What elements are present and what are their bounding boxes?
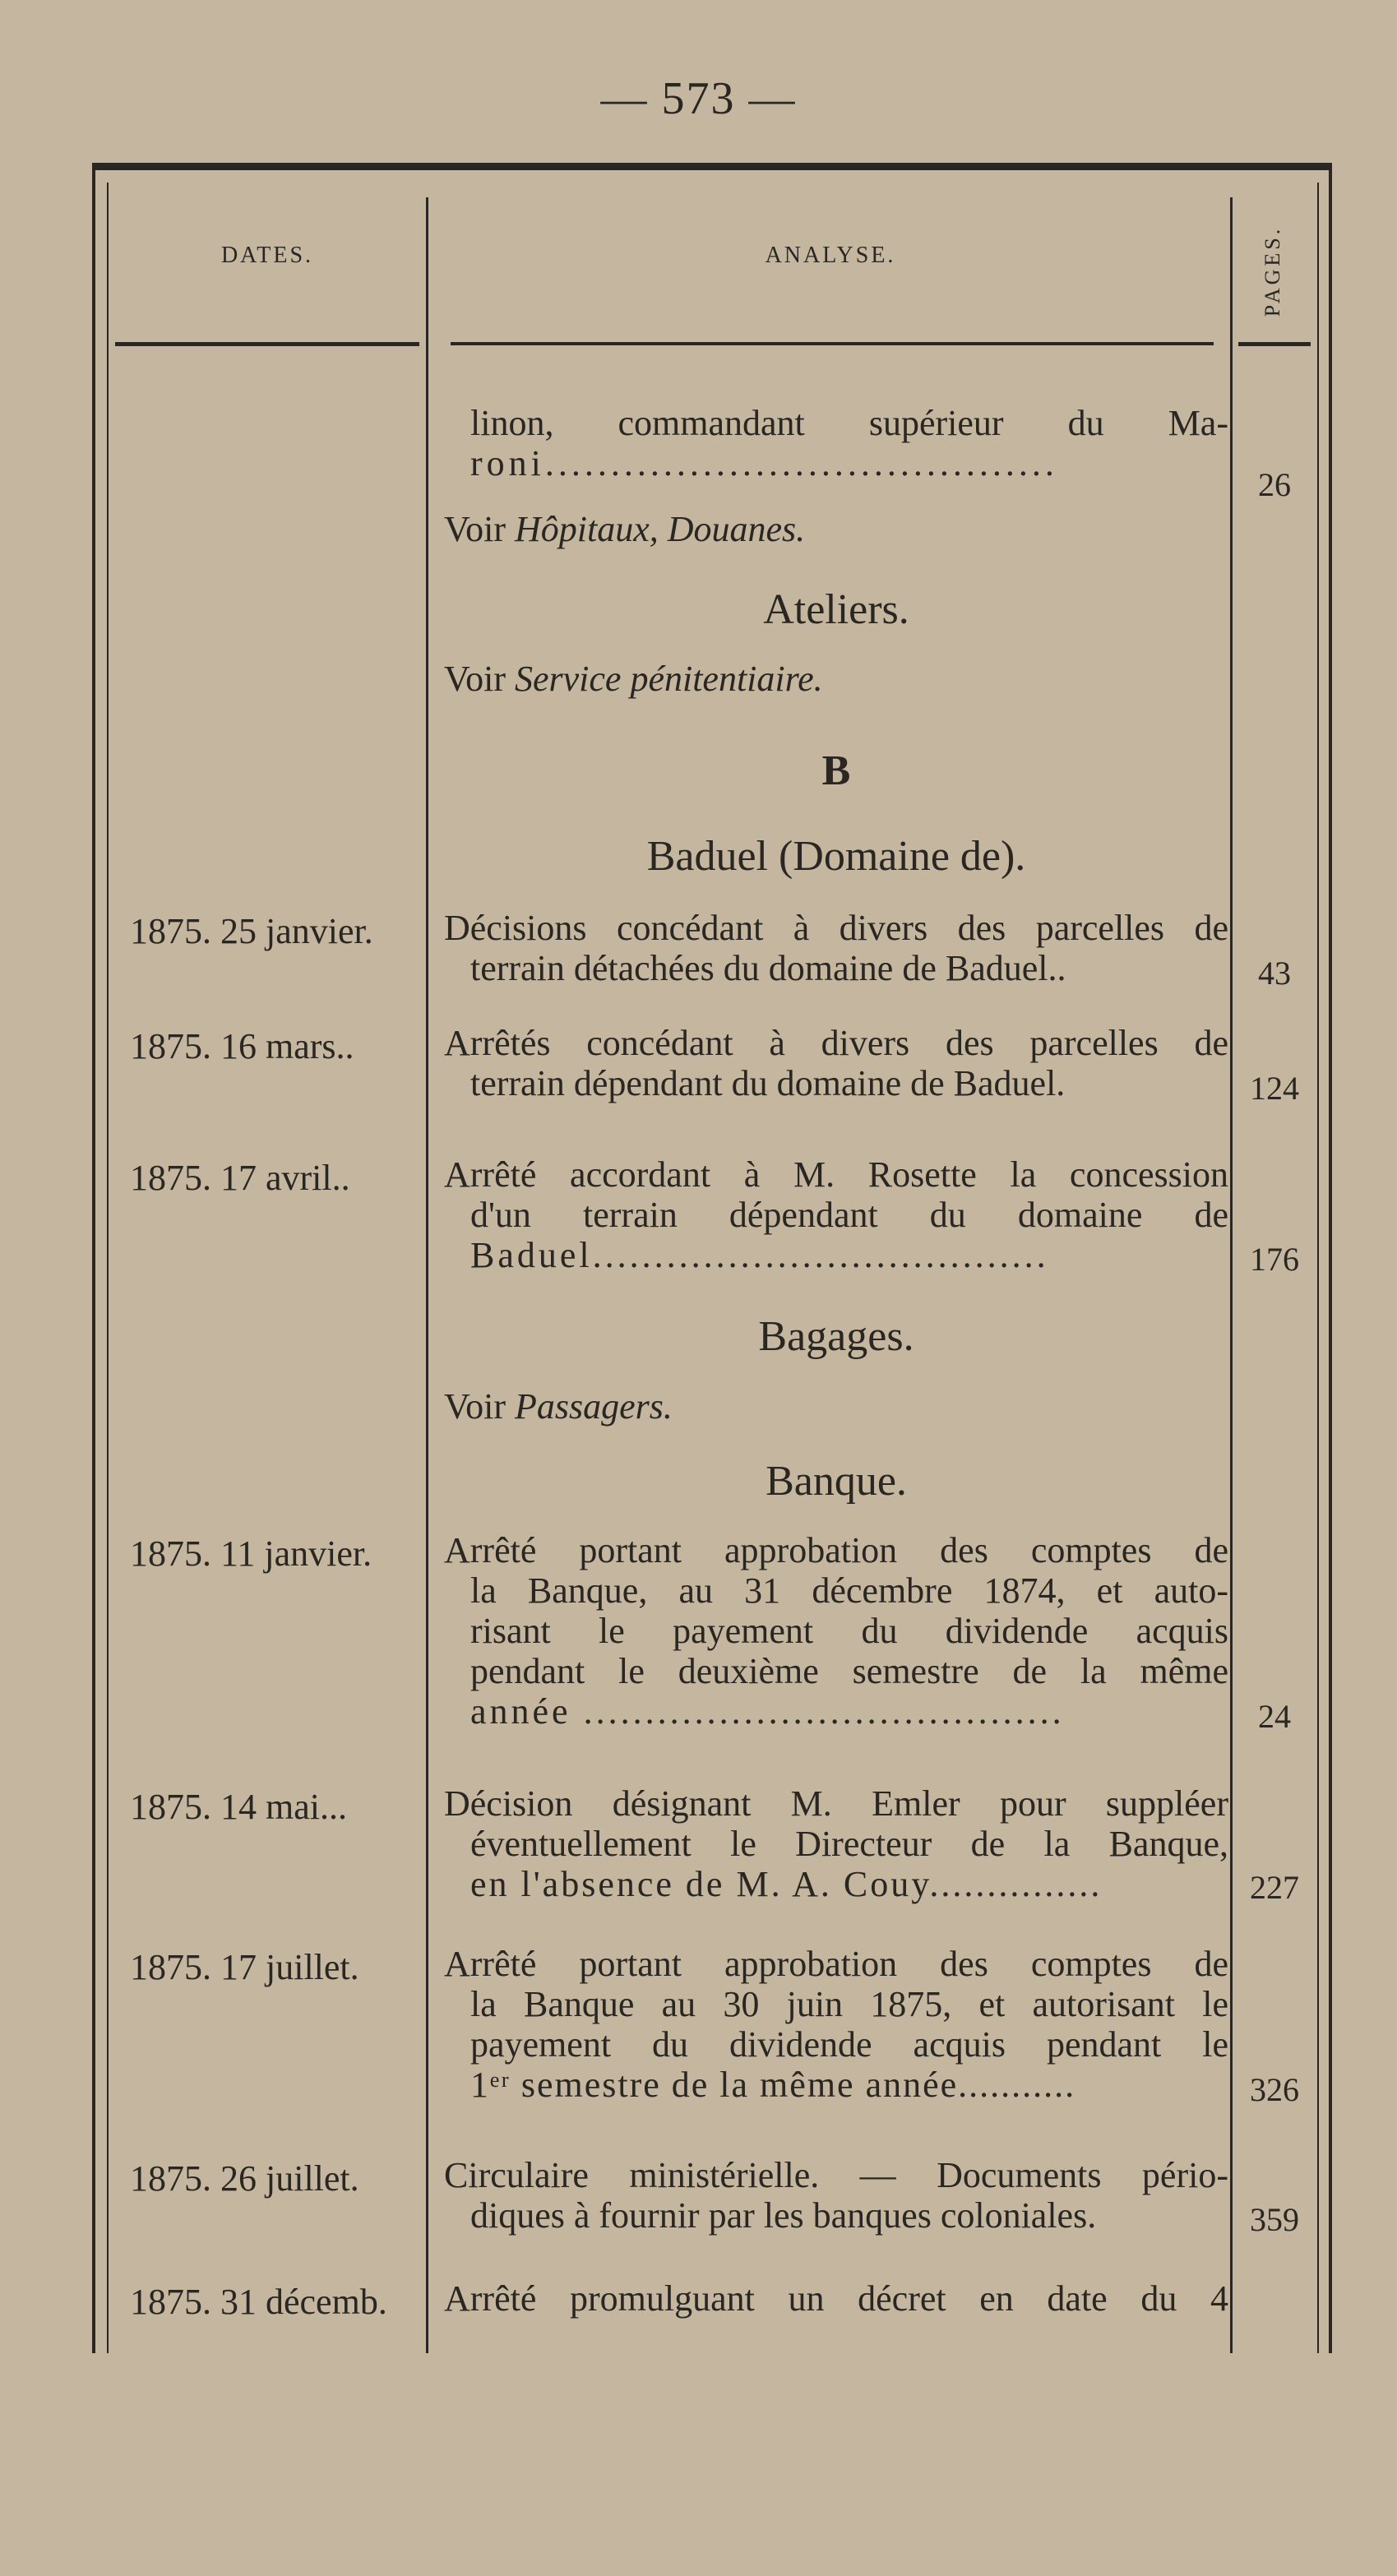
entry-line: Arrêté promulguant un décret en date du 4 [444,2278,1228,2319]
inner-left-rule [107,183,109,2353]
page-ref: 176 [1250,1241,1299,1278]
entry-date: 1875. 11 janvier. [130,1533,372,1574]
page-ref: 326 [1250,2071,1299,2108]
entry-analysis [444,1154,1228,1275]
see-also [444,658,1228,700]
entry-line: terrain dépendant du domaine de Baduel. [470,1063,1066,1103]
header-rule-dates [115,342,419,346]
entry-line: linon, commandant supérieur du Ma- [470,403,1228,443]
entry-analysis [444,908,1228,988]
see-prefix: Voir [444,659,506,699]
column-separator-pages [1230,197,1233,2353]
entry-line: Arrêtés concédant à divers des parcelles de [444,1023,1228,1063]
see-prefix: Voir [444,1386,506,1427]
see-prefix: Voir [444,509,506,549]
entry-line: en l'absence de M. A. Couy............... [470,1864,1103,1904]
header-pages-label: PAGES. [1261,225,1284,317]
entry-line: Arrêté accordant à M. Rosette la concession [444,1154,1228,1195]
entry-analysis [444,1783,1228,1904]
see-refs: Hôpitaux, Douanes. [514,509,806,549]
header-rule-analyse [451,342,1214,345]
entry-date: 1875. 17 avril.. [130,1158,350,1198]
entry-line: Baduel..................................... [470,1235,1049,1275]
entry-line: terrain détachées du domaine de Baduel.. [470,948,1066,988]
see-also [444,508,1228,550]
entry-line: d'un terrain dépendant du domaine de [470,1195,1228,1235]
entry-line: payement du dividende acquis pendant le [470,2024,1228,2065]
entry-date: 1875. 31 décemb. [130,2282,387,2322]
entry-analysis [444,2155,1228,2236]
entry-date: 1875. 17 juillet. [130,1947,359,1987]
see-refs: Service pénitentiaire. [514,659,823,699]
entry-line: diques à fournir par les banques coloniales. [470,2195,1097,2236]
entry-analysis [444,1944,1228,2105]
header-pages [1256,206,1289,337]
entry-line: Circulaire ministérielle. — Documents pério- [444,2155,1228,2195]
page-number: — 573 — [600,73,797,124]
entry-line: 1ᵉʳ semestre de la même année........... [470,2065,1076,2105]
entry-line: risant le payement du dividende acquis [470,1611,1228,1651]
entry-date: 1875. 26 juillet. [130,2158,359,2199]
entry-date: 1875. 16 mars.. [130,1026,354,1066]
page-ref: 24 [1258,1698,1291,1735]
entry-line: Arrêté portant approbation des comptes de [444,1530,1228,1570]
see-refs: Passagers. [514,1386,673,1427]
page-ref: 26 [1258,466,1291,503]
entry-analysis [444,1023,1228,1103]
entry-date: 1875. 14 mai... [130,1787,347,1827]
entry-line: pendant le deuxième semestre de la même [470,1651,1228,1691]
entry-continuation [444,403,1228,483]
page-ref: 227 [1250,1869,1299,1906]
letter-heading: B [821,747,851,794]
entry-line: la Banque au 30 juin 1875, et autorisant le [470,1984,1228,2024]
entry-line: éventuellement le Directeur de la Banque, [470,1824,1228,1864]
header-rule-pages [1238,342,1311,346]
page-ref: 43 [1258,955,1291,992]
entry-analysis [444,1530,1228,1732]
entry-date: 1875. 25 janvier. [130,911,373,951]
see-also [444,1385,1228,1427]
column-separator-dates [426,197,428,2353]
entry-analysis [444,2278,1228,2319]
entry-line: la Banque, au 31 décembre 1874, et auto- [470,1570,1228,1611]
entry-line: année ....................................... [470,1691,1065,1732]
entry-line: Décision désignant M. Emler pour suppléer [444,1783,1228,1824]
inner-right-rule [1317,183,1319,2353]
entry-line: Arrêté portant approbation des comptes de [444,1944,1228,1984]
entry-line: roni....................................... [470,443,1058,483]
entry-line: Décisions concédant à divers des parcelles de [444,908,1228,948]
header-analyse: ANALYSE. [765,243,896,268]
section-heading-baduel: Baduel (Domaine de). [646,833,1026,880]
section-heading-ateliers: Ateliers. [763,586,909,633]
header-dates: DATES. [220,243,314,268]
page-ref: 124 [1250,1070,1299,1107]
page-ref: 359 [1250,2201,1299,2238]
section-heading-banque: Banque. [766,1458,907,1505]
section-heading-bagages: Bagages. [758,1313,914,1360]
